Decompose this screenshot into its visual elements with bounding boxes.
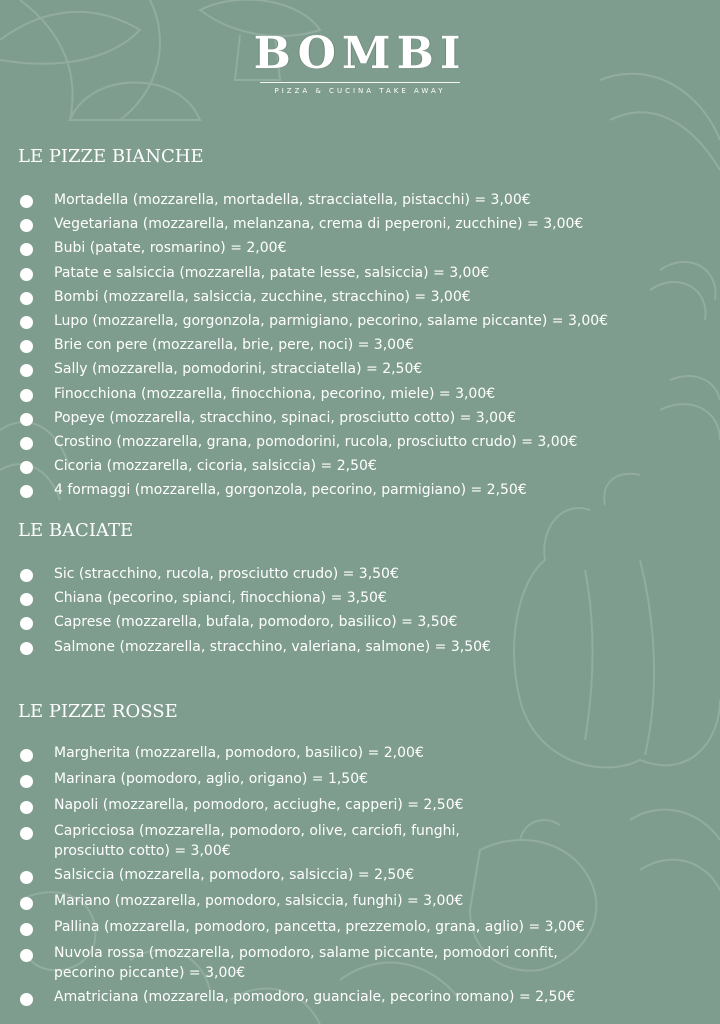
bullet-icon bbox=[20, 923, 33, 936]
menu-item: Popeye (mozzarella, stracchino, spinaci, prosciutto cotto) = 3,00€ bbox=[20, 407, 710, 429]
menu-item: Salsiccia (mozzarella, pomodoro, salsiccia) = 2,50€ bbox=[20, 865, 710, 887]
bullet-icon bbox=[20, 195, 33, 208]
menu-item: Margherita (mozzarella, pomodoro, basilico) = 2,00€ bbox=[20, 743, 710, 765]
menu-item: Marinara (pomodoro, aglio, origano) = 1,50€ bbox=[20, 769, 710, 791]
bullet-icon bbox=[20, 642, 33, 655]
bullet-icon bbox=[20, 897, 33, 910]
menu-item: Salmone (mozzarella, stracchino, valeriana, salmone) = 3,50€ bbox=[20, 636, 710, 658]
brand-name: BOMBI bbox=[253, 28, 467, 79]
menu-item: 4 formaggi (mozzarella, gorgonzola, pecorino, parmigiano) = 2,50€ bbox=[20, 479, 710, 501]
menu-item: Chiana (pecorino, spianci, finocchiona) = 3,50€ bbox=[20, 587, 710, 609]
menu-item: Bubi (patate, rosmarino) = 2,00€ bbox=[20, 237, 710, 259]
section-title-bianche: LE PIZZE BIANCHE bbox=[18, 146, 204, 167]
bullet-icon bbox=[20, 871, 33, 884]
bullet-icon bbox=[20, 219, 33, 232]
bullet-icon bbox=[20, 316, 33, 329]
bullet-icon bbox=[20, 292, 33, 305]
bullet-icon bbox=[20, 775, 33, 788]
bullet-icon bbox=[20, 389, 33, 402]
menu-item: Brie con pere (mozzarella, brie, pere, noci) = 3,00€ bbox=[20, 334, 710, 356]
menu-item: Crostino (mozzarella, grana, pomodorini, rucola, prosciutto crudo) = 3,00€ bbox=[20, 431, 710, 453]
bullet-icon bbox=[20, 827, 33, 840]
bullet-icon bbox=[20, 801, 33, 814]
menu-item: Mortadella (mozzarella, mortadella, stracciatella, pistacchi) = 3,00€ bbox=[20, 189, 710, 211]
menu-item: Sally (mozzarella, pomodorini, stracciatella) = 2,50€ bbox=[20, 358, 710, 380]
menu-item: Amatriciana (mozzarella, pomodoro, guanciale, pecorino romano) = 2,50€ bbox=[20, 987, 710, 1009]
bullet-icon bbox=[20, 949, 33, 962]
menu-list-rosse bbox=[20, 743, 710, 1013]
bullet-icon bbox=[20, 364, 33, 377]
bullet-icon bbox=[20, 593, 33, 606]
bullet-icon bbox=[20, 749, 33, 762]
menu-item: Cicoria (mozzarella, cicoria, salsiccia) = 2,50€ bbox=[20, 455, 710, 477]
brand-tagline: PIZZA & CUCINA TAKE AWAY bbox=[274, 87, 446, 95]
bullet-icon bbox=[20, 569, 33, 582]
menu-item: Nuvola rossa (mozzarella, pomodoro, salame piccante, pomodori confit, pecorino piccante) = 3,00€ bbox=[20, 943, 710, 983]
menu-item: Pallina (mozzarella, pomodoro, pancetta, prezzemolo, grana, aglio) = 3,00€ bbox=[20, 917, 710, 939]
section-title-baciate: LE BACIATE bbox=[18, 520, 134, 541]
menu-item: Vegetariana (mozzarella, melanzana, crema di peperoni, zucchine) = 3,00€ bbox=[20, 213, 710, 235]
menu-list-baciate bbox=[20, 563, 710, 660]
bullet-icon bbox=[20, 617, 33, 630]
menu-item: Finocchiona (mozzarella, finocchiona, pecorino, miele) = 3,00€ bbox=[20, 383, 710, 405]
menu-item: Sic (stracchino, rucola, prosciutto crudo) = 3,50€ bbox=[20, 563, 710, 585]
bullet-icon bbox=[20, 413, 33, 426]
bullet-icon bbox=[20, 243, 33, 256]
brand-logo bbox=[0, 28, 720, 95]
menu-item: Caprese (mozzarella, bufala, pomodoro, basilico) = 3,50€ bbox=[20, 611, 710, 633]
menu-item: Mariano (mozzarella, pomodoro, salsiccia, funghi) = 3,00€ bbox=[20, 891, 710, 913]
menu-item: Patate e salsiccia (mozzarella, patate lesse, salsiccia) = 3,00€ bbox=[20, 262, 710, 284]
menu-item: Capricciosa (mozzarella, pomodoro, olive, carciofi, funghi, prosciutto cotto) = 3,00€ bbox=[20, 821, 710, 861]
bullet-icon bbox=[20, 993, 33, 1006]
menu-item: Bombi (mozzarella, salsiccia, zucchine, stracchino) = 3,00€ bbox=[20, 286, 710, 308]
menu-item: Napoli (mozzarella, pomodoro, acciughe, capperi) = 2,50€ bbox=[20, 795, 710, 817]
menu-item: Lupo (mozzarella, gorgonzola, parmigiano, pecorino, salame piccante) = 3,00€ bbox=[20, 310, 710, 332]
bullet-icon bbox=[20, 485, 33, 498]
section-title-rosse: LE PIZZE ROSSE bbox=[18, 701, 178, 722]
bullet-icon bbox=[20, 437, 33, 450]
brand-divider bbox=[260, 82, 460, 83]
bullet-icon bbox=[20, 268, 33, 281]
bullet-icon bbox=[20, 340, 33, 353]
bullet-icon bbox=[20, 461, 33, 474]
menu-list-bianche bbox=[20, 189, 710, 503]
